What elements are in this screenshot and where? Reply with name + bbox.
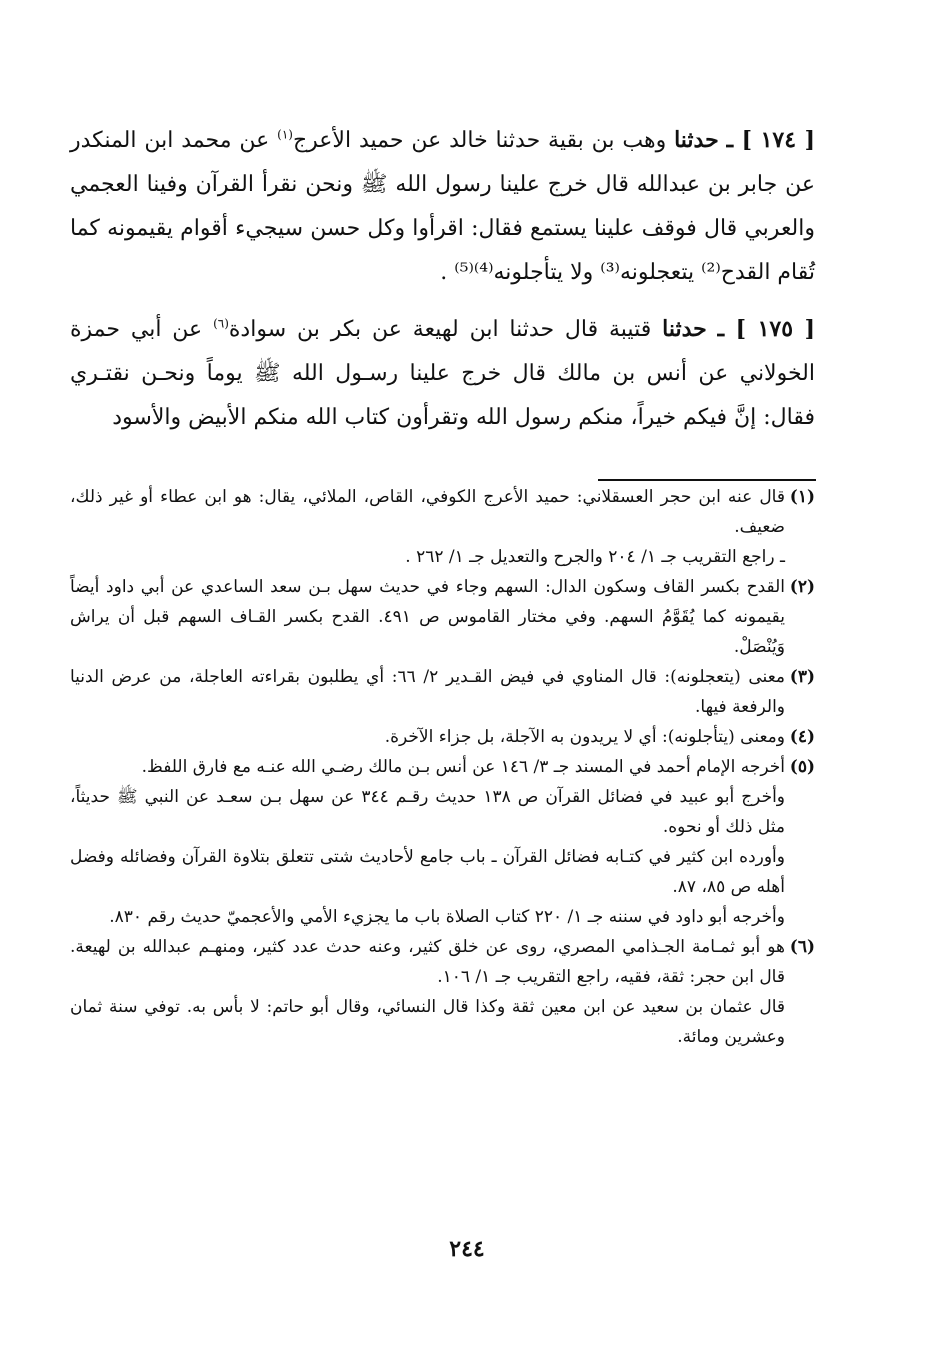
footnote-divider (598, 479, 816, 481)
footnote-3 (70, 662, 815, 722)
footnote-6 (70, 932, 815, 992)
footnote-text: معنى (يتعجلونه): قال المناوي في فيض القـدير ٢/ ٦٦: أي يطلبون بقراءته العاجلة، من عرض الدنيا والرفعة فيها. (70, 667, 785, 717)
footnote-text: هو أبو ثمـامة الجـذامي المصري، روى عن خلق كثير، وعنه حدث عدد كثير، ومنهـم عبدالله بن لهيعة. قال ابن حجر: ثقة، فقيه، راجع التقريب جـ ١/ ١٠٦. (70, 937, 785, 987)
footnote-5-sub: وأورده ابن كثير في كتـابه فضائل القرآن ـ باب جامع لأحاديث شتى تتعلق بتلاوة القرآن وفضائله وفضل أهله ص ٨٥، ٨٧. (70, 847, 785, 897)
footnote-text: قال عنه ابن حجر العسقلاني: حميد الأعرج الكوفي، القاص، الملائي، يقال: هو ابن عطاء أو غير ذلك، ضعيف. (70, 487, 785, 537)
footnote-5-sub: وأخرج أبو عبيد في فضائل القرآن ص ١٣٨ حديث رقـم ٣٤٤ عن سهل بـن سعـد عن النبي ﷺ حديثاً، مثل ذلك أو نحوه. (70, 787, 786, 837)
footnotes (70, 482, 815, 1052)
footnote-number: (٤) (789, 727, 815, 747)
footnote-number: (١) (789, 487, 815, 507)
footnote-2 (70, 572, 815, 662)
footnote-6-sub: قال عثمان بن سعيد عن ابن معين ثقة وكذا قال النسائي، وقال أبو حاتم: لا بأس به. توفي سنة ثمان وعشرين ومائة. (70, 997, 785, 1047)
hadith-text: قتيبة قال حدثنا ابن لهيعة عن بكر بن سوادة (228, 317, 652, 342)
footnote-5-sub: وأخرجه أبو داود في سننه جـ ١/ ٢٢٠ كتاب الصلاة باب ما يجزيء الأمي والأعجميّ حديث رقم ٨٣٠. (109, 907, 785, 927)
footnote-1 (70, 482, 815, 542)
main-text (70, 118, 815, 452)
footnote-1-sub: ـ راجع التقريب جـ ١/ ٢٠٤ والجرح والتعديل جـ ١/ ٢٦٢ . (405, 547, 785, 567)
footnote-number: (٥) (789, 757, 815, 777)
footnote-text: ومعنى (يتأجلونه): أي لا يريدون به الآجلة، بل جزاء الآخرة. (384, 727, 785, 747)
footnote-number: (٢) (789, 577, 815, 597)
hadith-text-rest: عن محمد ابن المنكدر عن جابر بن عبدالله قال خرج علينا رسول الله ﷺ ونحن نقرأ القرآن وفينا العجمي والعربي قال فوقف علينا يستمع فقال: اقرأوا وكل حسن سيجيء أقوام يقيمونه كما تُقام القدح⁽²⁾ يتعجلونه⁽³⁾ ولا يتأجلونه⁽⁴⁾⁽⁵⁾ . (70, 128, 815, 285)
hadith-175 (70, 307, 815, 440)
hadith-lead: حدثنا (662, 316, 707, 342)
footnote-number: (٣) (789, 667, 815, 687)
hadith-text: وهب بن بقية حدثنا خالد عن حميد الأعرج (292, 128, 667, 153)
footnote-text: أخرجه الإمام أحمد في المسند جـ ٣/ ١٤٦ عن أنس بـن مالك رضـي الله عنـه مع فارق اللفظ. (141, 757, 785, 777)
hadith-number: [ ١٧٥ ] ـ (717, 316, 815, 342)
hadith-lead: حدثنا (674, 127, 719, 153)
footnote-5 (70, 752, 815, 782)
footnote-text: القدح بكسر القاف وسكون الدال: السهم وجاء في حديث سهل بـن سعد الساعدي عن أبي داود أيضاً يقيمونه كما يُقَوَّمُ السهم. وفي مختار القاموس ص ٤٩١. القدح بكسر القـاف السهم قبل أن يراش وَيُنْصَلْ. (70, 577, 785, 657)
hadith-number: [ ١٧٤ ] ـ (726, 127, 815, 153)
footnote-number: (٦) (789, 937, 815, 957)
page-number: ٢٤٤ (449, 1236, 485, 1262)
hadith-text-rest: عن أبي حمزة الخولاني عن أنس بن مالك قال خرج علينا رسـول الله ﷺ يوماً ونحـن نقتـري فقال: إنَّ فيكم خيراً، منكم رسول الله وتقرأون كتاب الله منكم الأبيض والأسود (70, 317, 815, 430)
hadith-174 (70, 118, 815, 295)
footnote-ref: (٦) (213, 316, 229, 331)
footnote-4 (70, 722, 815, 752)
footnote-ref: (١) (277, 127, 293, 142)
